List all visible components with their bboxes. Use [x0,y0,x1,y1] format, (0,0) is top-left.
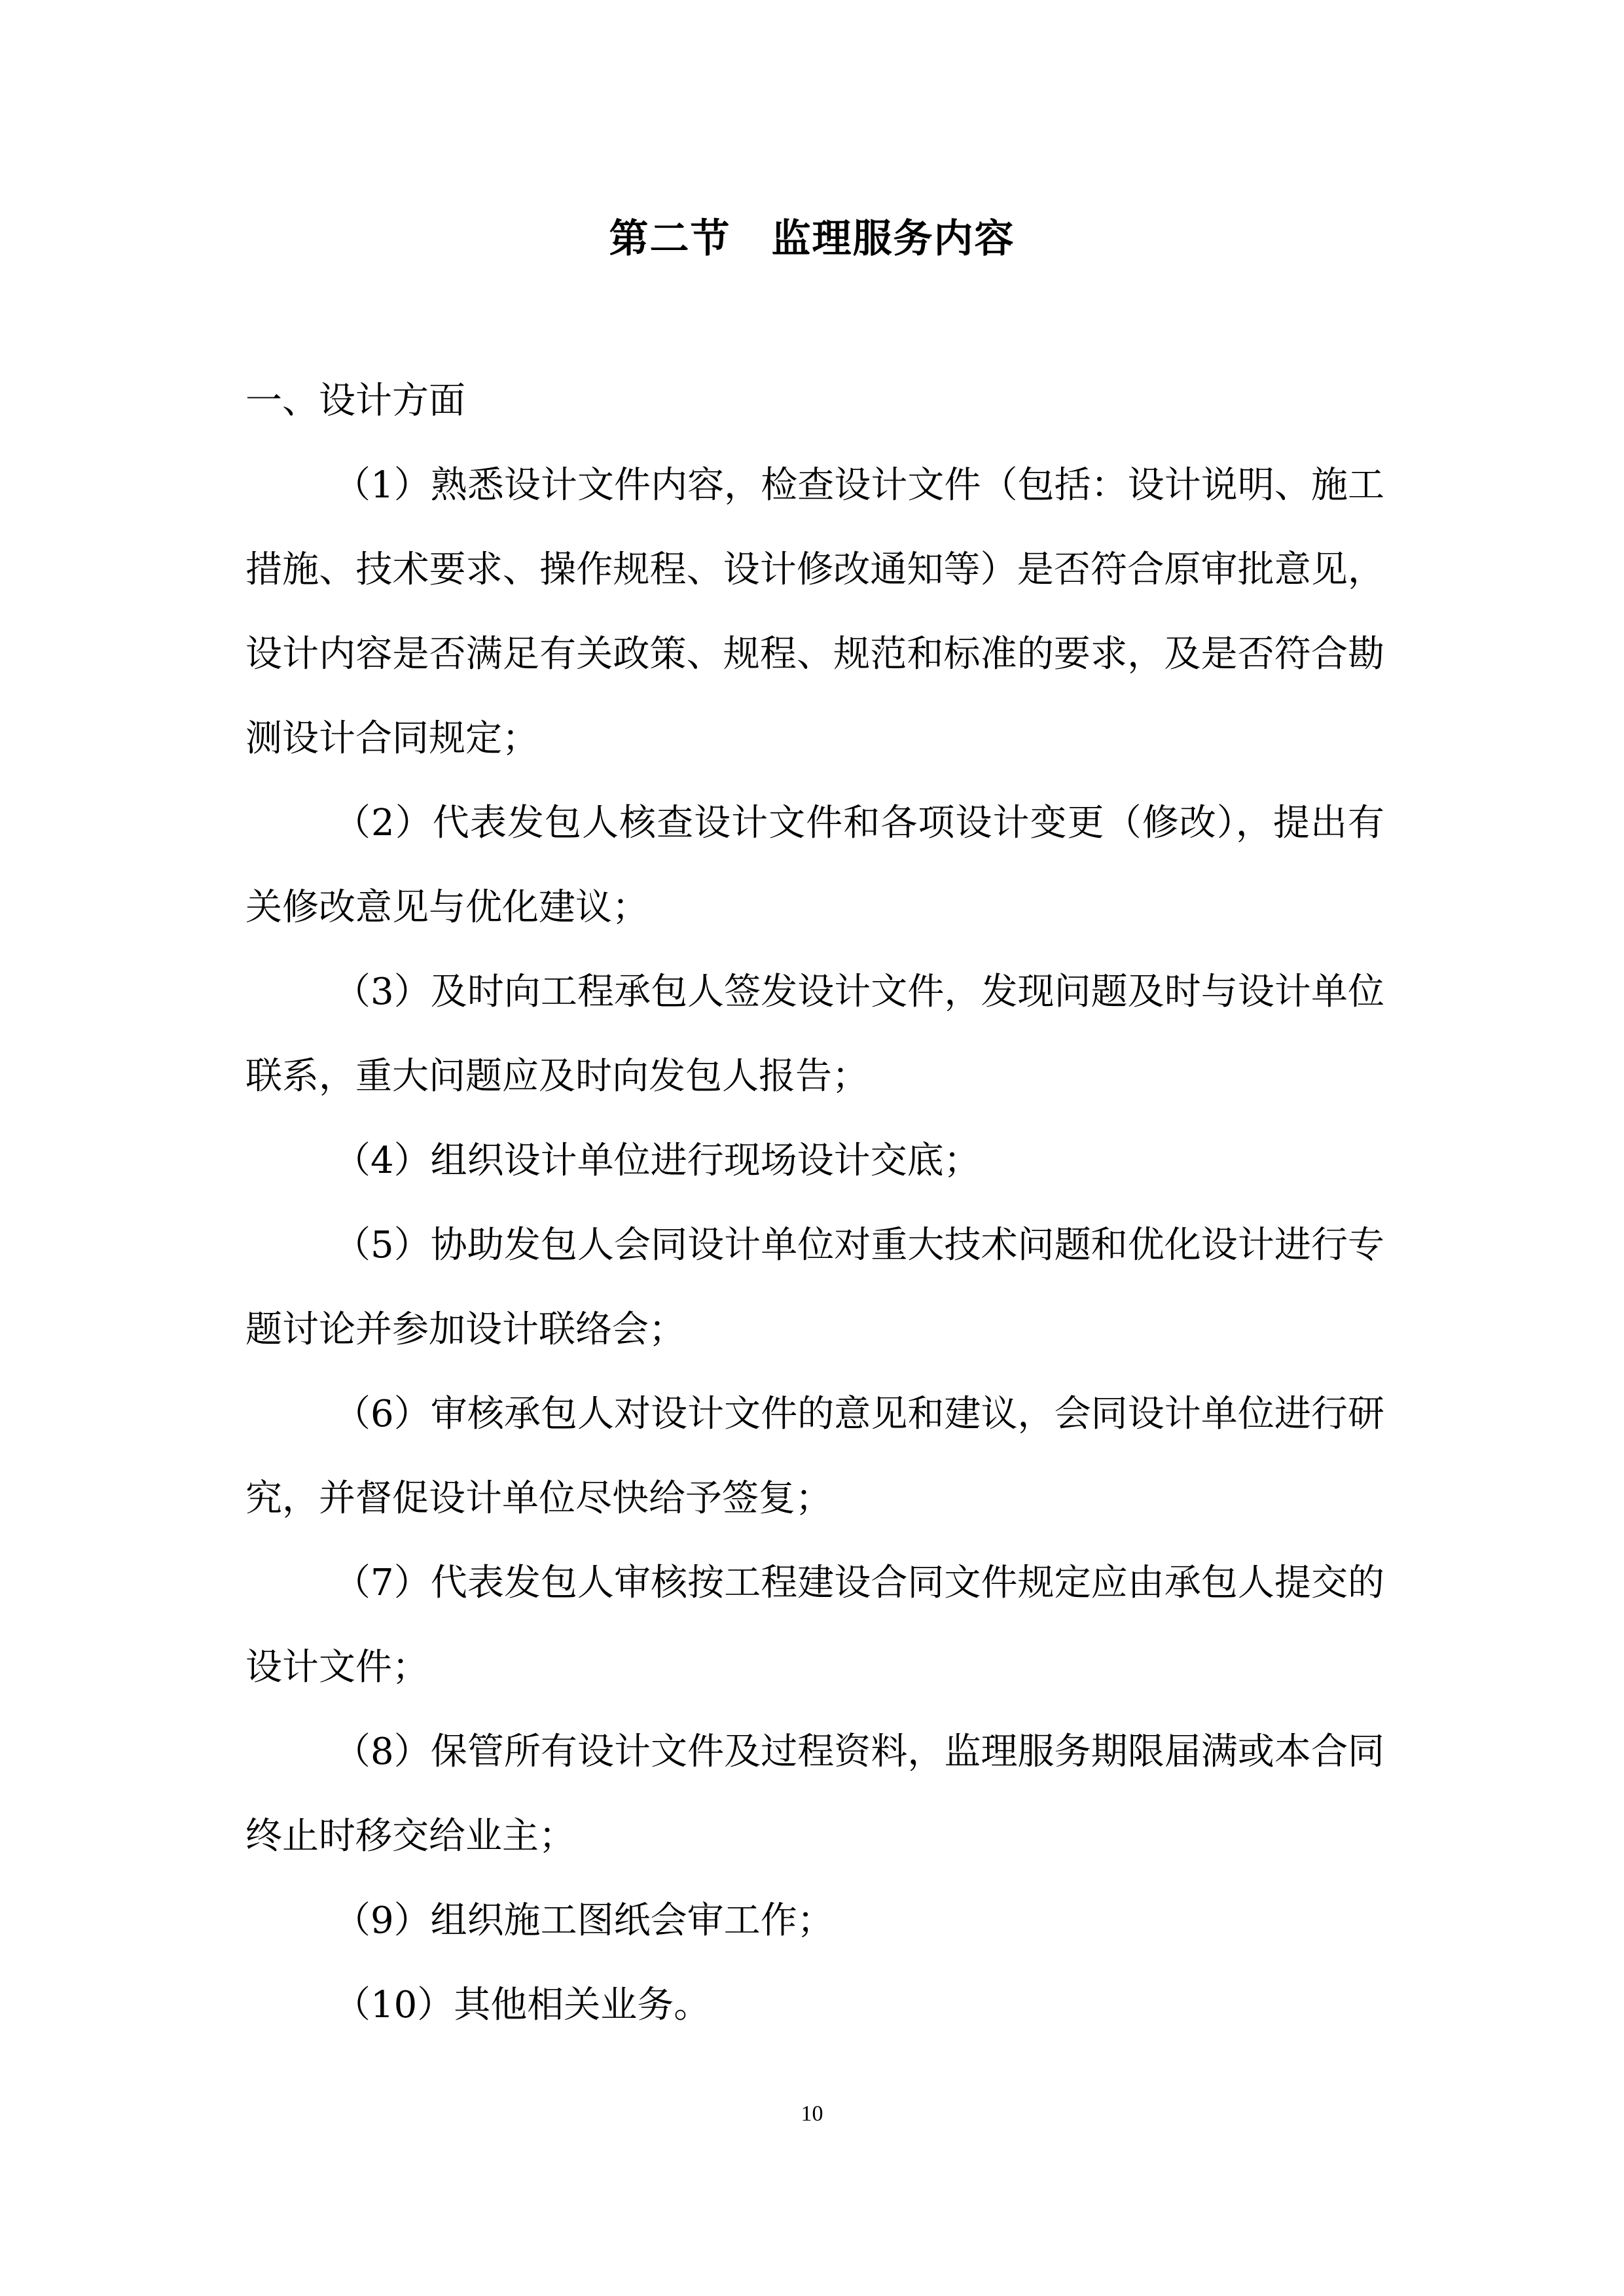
section-heading: 一、设计方面 [245,380,465,422]
document-body [245,359,1384,2047]
list-item: （1）熟悉设计文件内容，检查设计文件（包括：设计说明、施工措施、技术要求、操作规程、设计修改通知等）是否符合原审批意见，设计内容是否满足有关政策、规程、规范和标准的要求，及是否符合勘测设计合同规定； [245,464,1384,760]
list-item: （10）其他相关业务。 [334,1984,711,2026]
page-title: 第二节 监理服务内容 [609,216,1015,262]
list-item: （5）协助发包人会同设计单位对重大技术问题和优化设计进行专题讨论并参加设计联络会； [245,1224,1384,1351]
list-item: （8）保管所有设计文件及过程资料，监理服务期限届满或本合同终止时移交给业主； [245,1731,1384,1857]
list-item: （6）审核承包人对设计文件的意见和建议，会同设计单位进行研究，并督促设计单位尽快给予签复； [245,1393,1384,1520]
page-number: 10 [801,2102,823,2126]
list-item: （7）代表发包人审核按工程建设合同文件规定应由承包人提交的设计文件； [245,1562,1384,1689]
list-item: （9）组织施工图纸会审工作； [334,1899,834,1942]
list-item: （4）组织设计单位进行现场设计交底； [334,1139,981,1182]
list-item: （3）及时向工程承包人签发设计文件，发现问题及时与设计单位联系，重大问题应及时向发包人报告； [245,971,1384,1098]
list-item: （2）代表发包人核查设计文件和各项设计变更（修改），提出有关修改意见与优化建议； [245,802,1384,929]
